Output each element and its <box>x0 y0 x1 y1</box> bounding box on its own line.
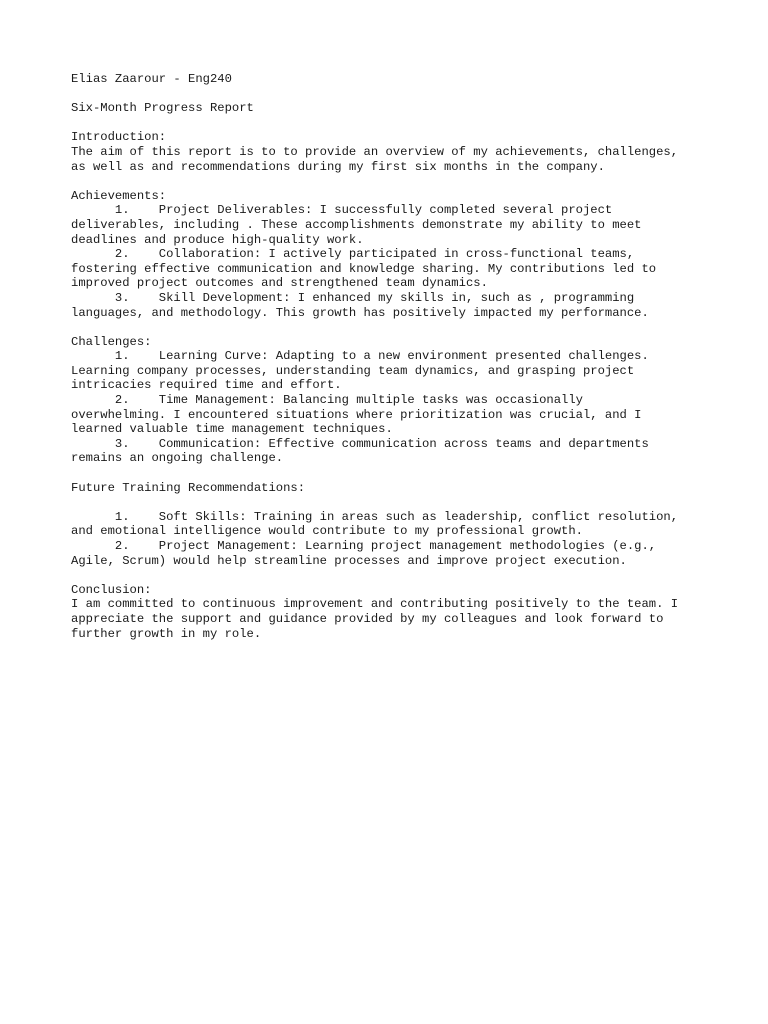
list-item-line: remains an ongoing challenge. <box>71 451 284 466</box>
list-item-line: and emotional intelligence would contribute to my professional growth. <box>71 524 583 539</box>
spacer <box>71 320 731 335</box>
list-item-line: languages, and methodology. This growth has positively impacted my performance. <box>71 305 649 320</box>
section-heading: Achievements: <box>71 188 167 203</box>
list-item-line: 2. Project Management: Learning project management methodologies (e.g., <box>71 539 657 553</box>
spacer <box>71 568 731 583</box>
list-item-line: deadlines and produce high-quality work. <box>71 232 364 247</box>
section-heading: Future Training Recommendations: <box>71 480 306 495</box>
introduction-section <box>71 130 731 174</box>
list-item-line: 3. Skill Development: I enhanced my skills in, such as , programming <box>71 290 635 305</box>
paragraph-line: appreciate the support and guidance provided by my colleagues and look forward to <box>71 611 664 626</box>
paragraph-line: I am committed to continuous improvement and contributing positively to the team. I <box>71 597 679 612</box>
section-heading: Introduction: <box>71 130 167 145</box>
document-header: Elias Zaarour - Eng240 <box>71 72 232 86</box>
list-item-line: intricacies required time and effort. <box>71 378 342 393</box>
spacer <box>71 116 731 131</box>
list-item-line: improved project outcomes and strengthened team dynamics. <box>71 276 488 291</box>
list-item-line: 1. Project Deliverables: I successfully completed several project <box>71 203 613 218</box>
list-item-line: 1. Learning Curve: Adapting to a new environment presented challenges. <box>71 349 649 364</box>
spacer <box>71 495 731 510</box>
spacer <box>71 87 731 102</box>
achievements-section <box>71 189 731 320</box>
list-item-line: 2. Collaboration: I actively participated in cross-functional teams, <box>71 247 635 262</box>
spacer <box>71 174 731 189</box>
list-item-line: deliverables, including . These accomplishments demonstrate my ability to meet <box>71 217 642 232</box>
document-title: Six-Month Progress Report <box>71 101 254 116</box>
list-item-line: learned valuable time management techniques. <box>71 422 393 437</box>
document-page <box>71 72 731 641</box>
paragraph-line: as well as and recommendations during my first six months in the company. <box>71 159 605 174</box>
paragraph-line: further growth in my role. <box>71 626 262 641</box>
section-heading: Challenges: <box>71 334 152 349</box>
paragraph-line: The aim of this report is to to provide an overview of my achievements, challenges, <box>71 144 679 159</box>
list-item-line: Learning company processes, understanding team dynamics, and grasping project <box>71 363 635 378</box>
spacer <box>71 466 731 481</box>
list-item-line: fostering effective communication and knowledge sharing. My contributions led to <box>71 261 657 276</box>
future-training-section <box>71 481 731 569</box>
list-item-line: 1. Soft Skills: Training in areas such as leadership, conflict resolution, <box>71 509 679 524</box>
list-item-line: Agile, Scrum) would help streamline processes and improve project execution. <box>71 553 627 568</box>
list-item-line: 2. Time Management: Balancing multiple tasks was occasionally <box>71 393 583 408</box>
list-item-line: 3. Communication: Effective communication across teams and departments <box>71 436 649 451</box>
list-item-line: overwhelming. I encountered situations where prioritization was crucial, and I <box>71 407 642 422</box>
conclusion-section <box>71 583 731 641</box>
challenges-section <box>71 335 731 466</box>
section-heading: Conclusion: <box>71 582 152 597</box>
